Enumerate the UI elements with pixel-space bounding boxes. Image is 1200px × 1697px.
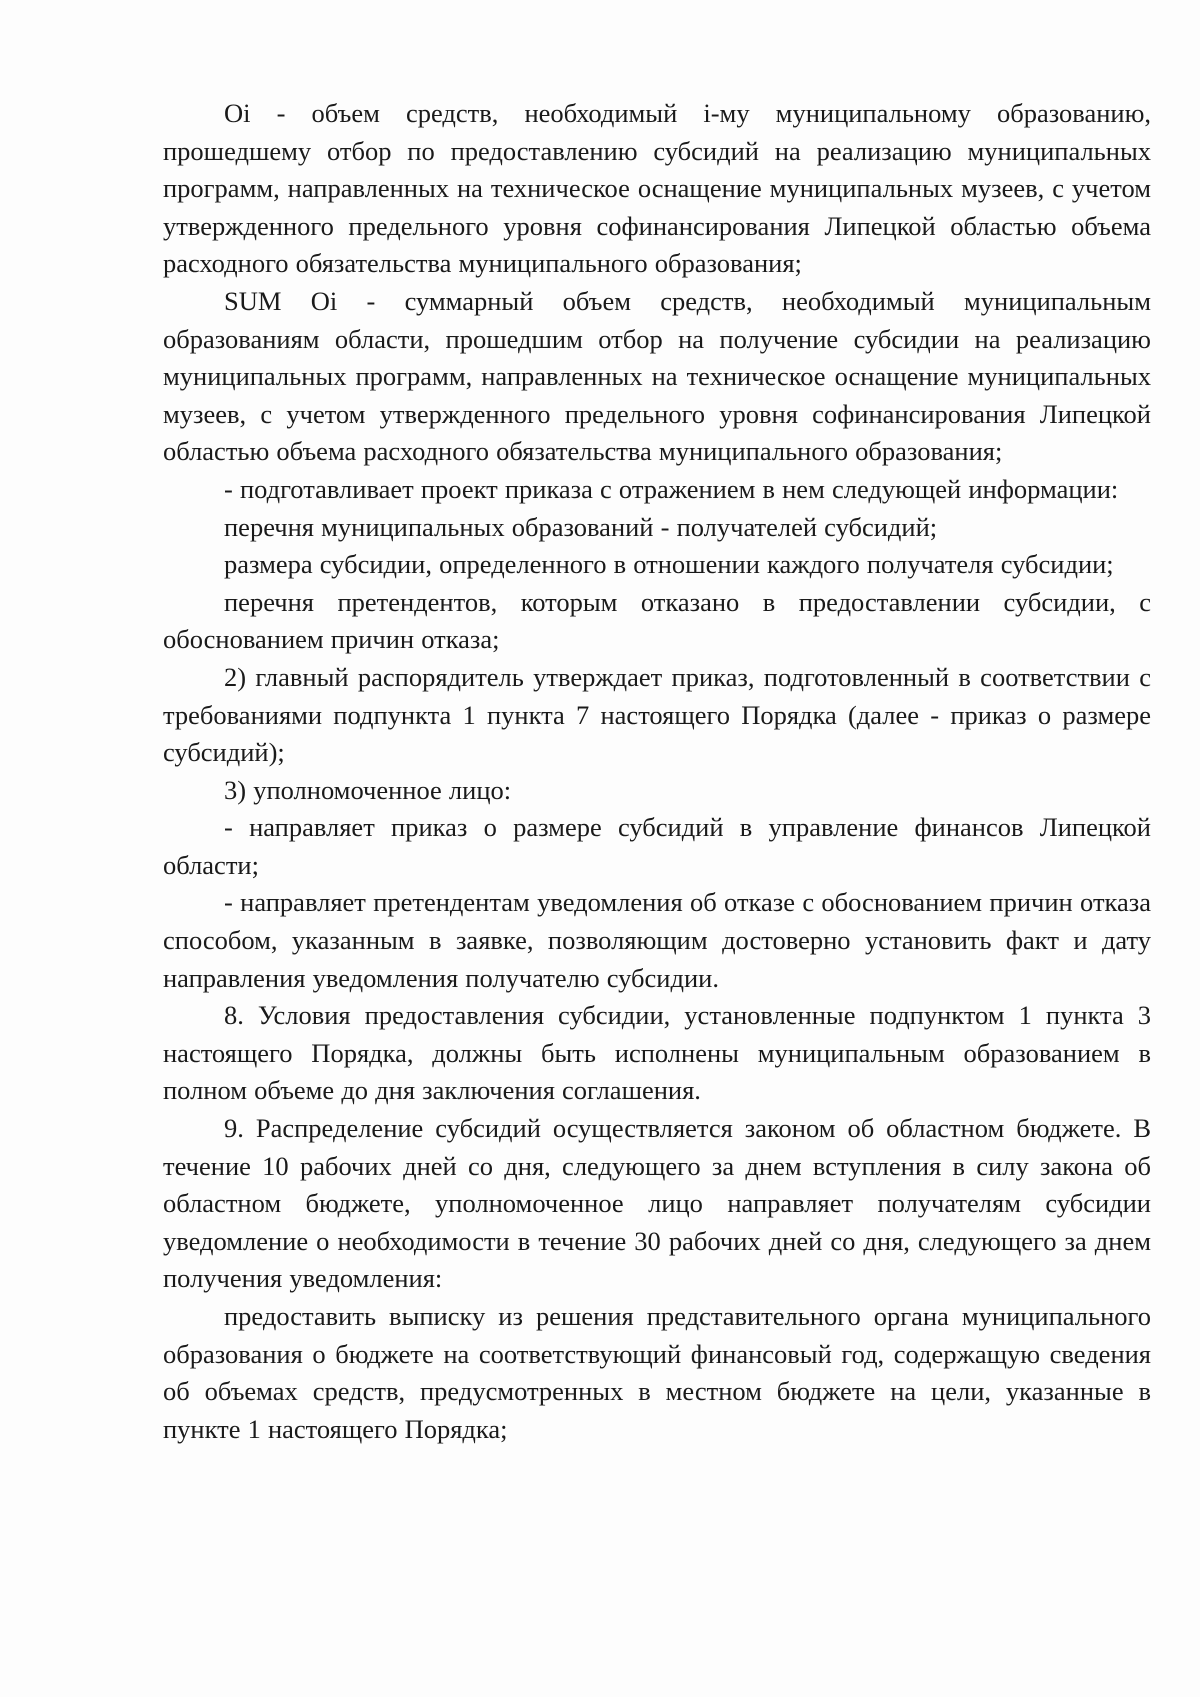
document-body [163, 95, 1151, 1448]
paragraph-item-3: 3) уполномоченное лицо: [224, 774, 512, 805]
paragraph-item-2: 2) главный распорядитель утверждает приказ, подготовленный в соответствии с требованиями подпункта 1 пункта 7 настоящего Порядка (далее - приказ о размере субсидий); [163, 661, 1151, 768]
paragraph-sum-oi-definition: SUM Oi - суммарный объем средств, необходимый муниципальным образованиям области, прошедшим отбор на получение субсидии на реализацию муниципальных программ, направленных на техническое оснащение муниципальных музеев, с учетом утвержденного предельного уровня софинансирования Липецкой областью объема расходного обязательства муниципального образования; [163, 285, 1151, 467]
paragraph-clause-8: 8. Условия предоставления субсидии, установленные подпунктом 1 пункта 3 настоящего Порядка, должны быть исполнены муниципальным образованием в полном объеме до дня заключения соглашения. [163, 1000, 1151, 1106]
paragraph-clause-9: 9. Распределение субсидий осуществляется законом об областном бюджете. В течение 10 рабочих дней со дня, следующего за днем вступления в силу закона об областном бюджете, уполномоченное лицо направляет получателям субсидии уведомление о необходимости в течение 30 рабочих дней со дня, следующего за днем получения уведомления: [163, 1113, 1151, 1294]
paragraph-list-rejected: перечня претендентов, которым отказано в предоставлении субсидии, с обоснованием причин отказа; [163, 586, 1151, 655]
paragraph-subsidy-size: размера субсидии, определенного в отношении каждого получателя субсидии; [224, 549, 1114, 580]
paragraph-send-notices: - направляет претендентам уведомления об отказе с обоснованием причин отказа способом, указанным в заявке, позволяющим достоверно установить факт и дату направления уведомления получателю субсидии. [163, 887, 1151, 993]
paragraph-list-recipients: перечня муниципальных образований - получателей субсидий; [224, 511, 938, 542]
paragraph-provide-extract: предоставить выписку из решения представительного органа муниципального образования о бюджете на соответствующий финансовый год, содержащую сведения об объемах средств, предусмотренных в местном бюджете на цели, указанные в пункте 1 настоящего Порядка; [163, 1301, 1151, 1444]
paragraph-prepare-order: - подготавливает проект приказа с отражением в нем следующей информации: [224, 473, 1119, 504]
paragraph-oi-definition: Oi - объем средств, необходимый i-му муниципальному образованию, прошедшему отбор по предоставлению субсидий на реализацию муниципальных программ, направленных на техническое оснащение муниципальных музеев, с учетом утвержденного предельного уровня софинансирования Липецкой областью объема расходного обязательства муниципального образования; [163, 98, 1151, 279]
paragraph-send-order: - направляет приказ о размере субсидий в управление финансов Липецкой области; [163, 812, 1151, 880]
